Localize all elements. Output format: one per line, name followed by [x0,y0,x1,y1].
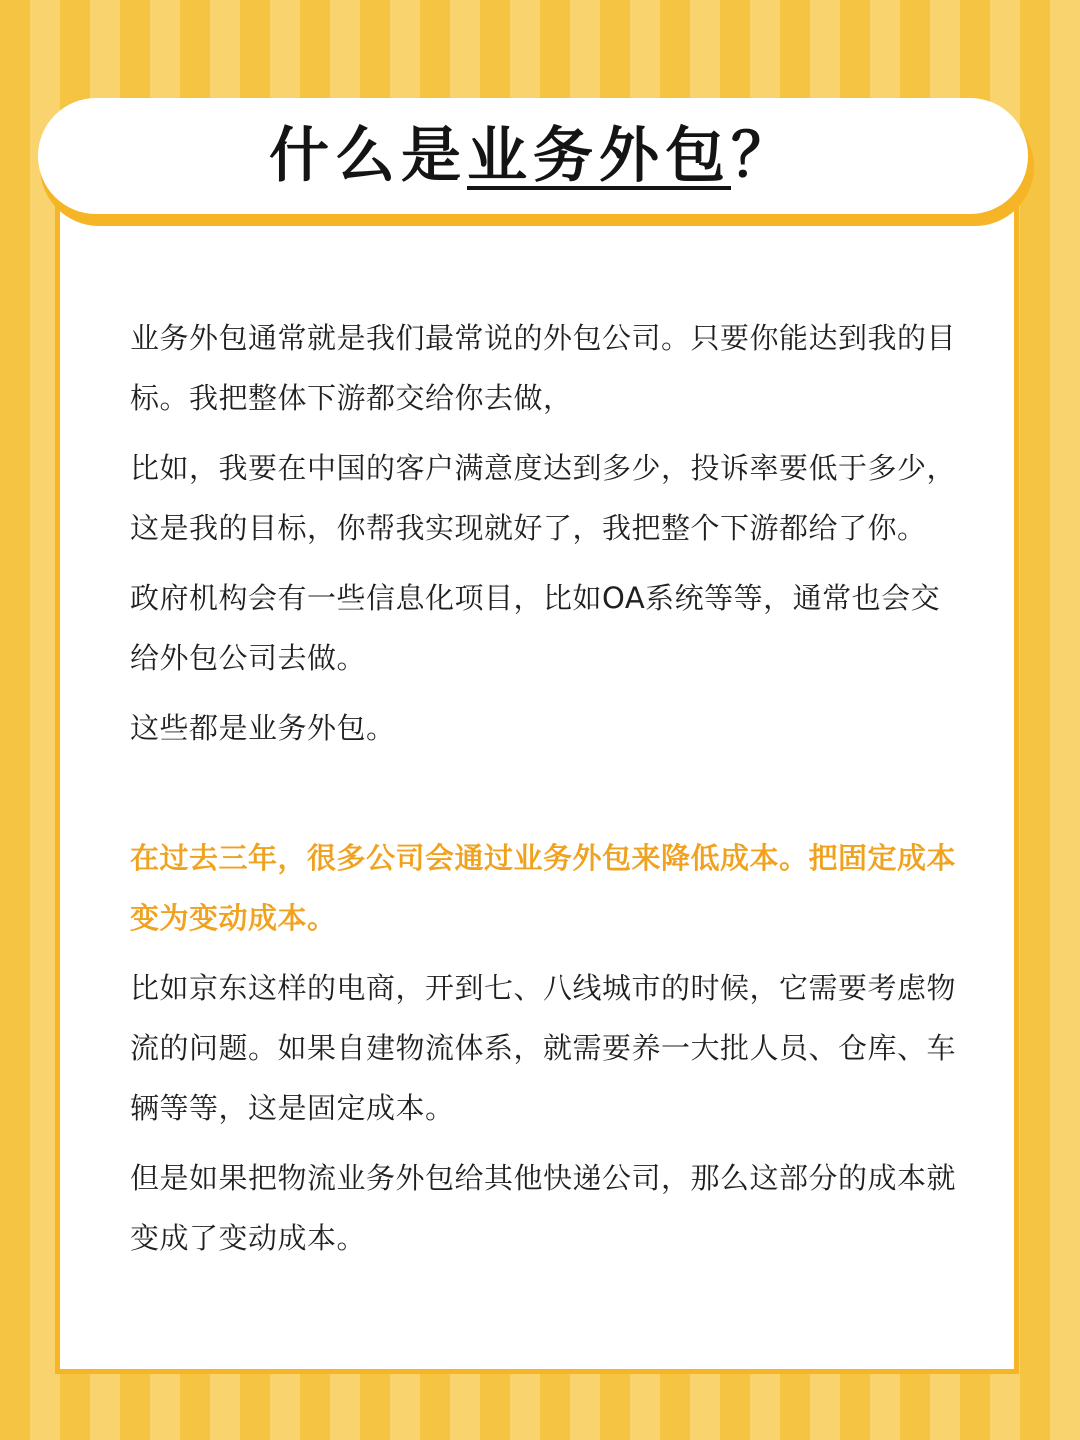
title-pill [38,98,1028,214]
paragraph: 比如，我要在中国的客户满意度达到多少，投诉率要低于多少，这是我的目标，你帮我实现就好了，我把整个下游都给了你。 [130,451,957,545]
paragraph: 但是如果把物流业务外包给其他快递公司，那么这部分的成本就变成了变动成本。 [130,1161,957,1255]
title-highlight: 业务外包 [467,121,731,191]
paragraph: 业务外包通常就是我们最常说的外包公司。只要你能达到我的目标。我把整体下游都交给你去做， [130,321,957,415]
highlight-paragraph: 在过去三年，很多公司会通过业务外包来降低成本。把固定成本变为变动成本。 [130,841,957,935]
title-suffix: ？ [731,121,797,191]
paragraph: 比如京东这样的电商，开到七、八线城市的时候，它需要考虑物流的问题。如果自建物流体系，就需要养一大批人员、仓库、车辆等等，这是固定成本。 [130,971,957,1125]
article-body [130,308,960,1278]
paragraph: 政府机构会有一些信息化项目，比如OA系统等等，通常也会交给外包公司去做。 [130,581,941,675]
title-prefix: 什么是 [269,121,467,191]
page-title [269,121,797,191]
paragraph: 这些都是业务外包。 [130,711,396,745]
section-gap [130,768,960,828]
